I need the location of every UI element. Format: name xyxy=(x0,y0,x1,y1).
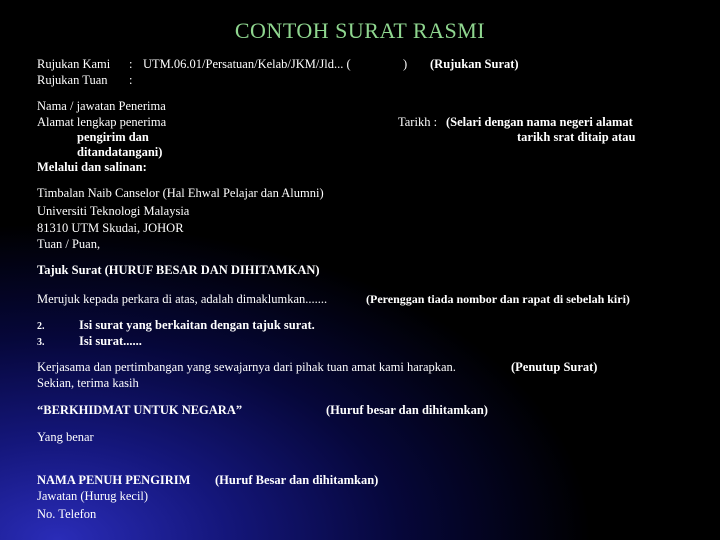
closing-line-2: Sekian, terima kasih xyxy=(37,376,139,390)
address-line-3: 81310 UTM Skudai, JOHOR xyxy=(37,221,184,235)
opening-text: Merujuk kepada perkara di atas, adalah dimaklumkan....... xyxy=(37,292,328,306)
salutation: Tuan / Puan, xyxy=(37,237,101,251)
sender-phone: No. Telefon xyxy=(37,507,97,521)
ruj-tuan-label: Rujukan Tuan xyxy=(37,73,108,87)
signoff: Yang benar xyxy=(37,430,94,444)
point-2-number: 2. xyxy=(37,321,45,332)
slide-title: CONTOH SURAT RASMI xyxy=(234,18,486,43)
motto-note: (Huruf besar dan dihitamkan) xyxy=(326,403,488,417)
ruj-kami-close: ) xyxy=(403,57,408,71)
motto: “BERKHIDMAT UNTUK NEGARA” xyxy=(37,403,243,417)
sender-name-note: (Huruf Besar dan dihitamkan) xyxy=(215,473,379,487)
closing-note: (Penutup Surat) xyxy=(511,360,598,374)
recipient-line-5: Melalui dan salinan: xyxy=(37,160,147,174)
sender-position: Jawatan (Hurug kecil) xyxy=(37,489,149,503)
ruj-kami-colon: : xyxy=(129,57,133,71)
date-note-line-2: tarikh srat ditaip atau xyxy=(517,130,636,144)
subject-line: Tajuk Surat (HURUF BESAR DAN DIHITAMKAN) xyxy=(37,263,320,277)
ruj-kami-value: UTM.06.01/Persatuan/Kelab/JKM/Jld... ( xyxy=(143,57,351,71)
opening-note: (Perenggan tiada nombor dan rapat di sebelah kiri) xyxy=(366,292,630,306)
recipient-line-4: ditandatangani) xyxy=(77,145,163,159)
recipient-line-2: Alamat lengkap penerima xyxy=(37,115,167,129)
closing-line-1: Kerjasama dan pertimbangan yang sewajarnya dari pihak tuan amat kami harapkan. xyxy=(37,360,456,374)
sender-name: NAMA PENUH PENGIRIM xyxy=(37,473,191,487)
ruj-tuan-colon: : xyxy=(129,73,133,87)
date-label: Tarikh : xyxy=(398,115,438,129)
address-line-2: Universiti Teknologi Malaysia xyxy=(37,204,190,218)
recipient-line-1: Nama / jawatan Penerima xyxy=(37,99,166,113)
recipient-line-3: pengirim dan xyxy=(77,130,149,144)
date-note-line-1: (Selari dengan nama negeri alamat xyxy=(446,115,633,129)
ruj-note: (Rujukan Surat) xyxy=(430,57,519,71)
point-3-text: Isi surat...... xyxy=(79,334,142,348)
ruj-kami-label: Rujukan Kami xyxy=(37,57,111,71)
point-3-number: 3. xyxy=(37,337,45,348)
point-2-text: Isi surat yang berkaitan dengan tajuk surat. xyxy=(79,318,315,332)
address-line-1: Timbalan Naib Canselor (Hal Ehwal Pelajar dan Alumni) xyxy=(37,186,324,200)
